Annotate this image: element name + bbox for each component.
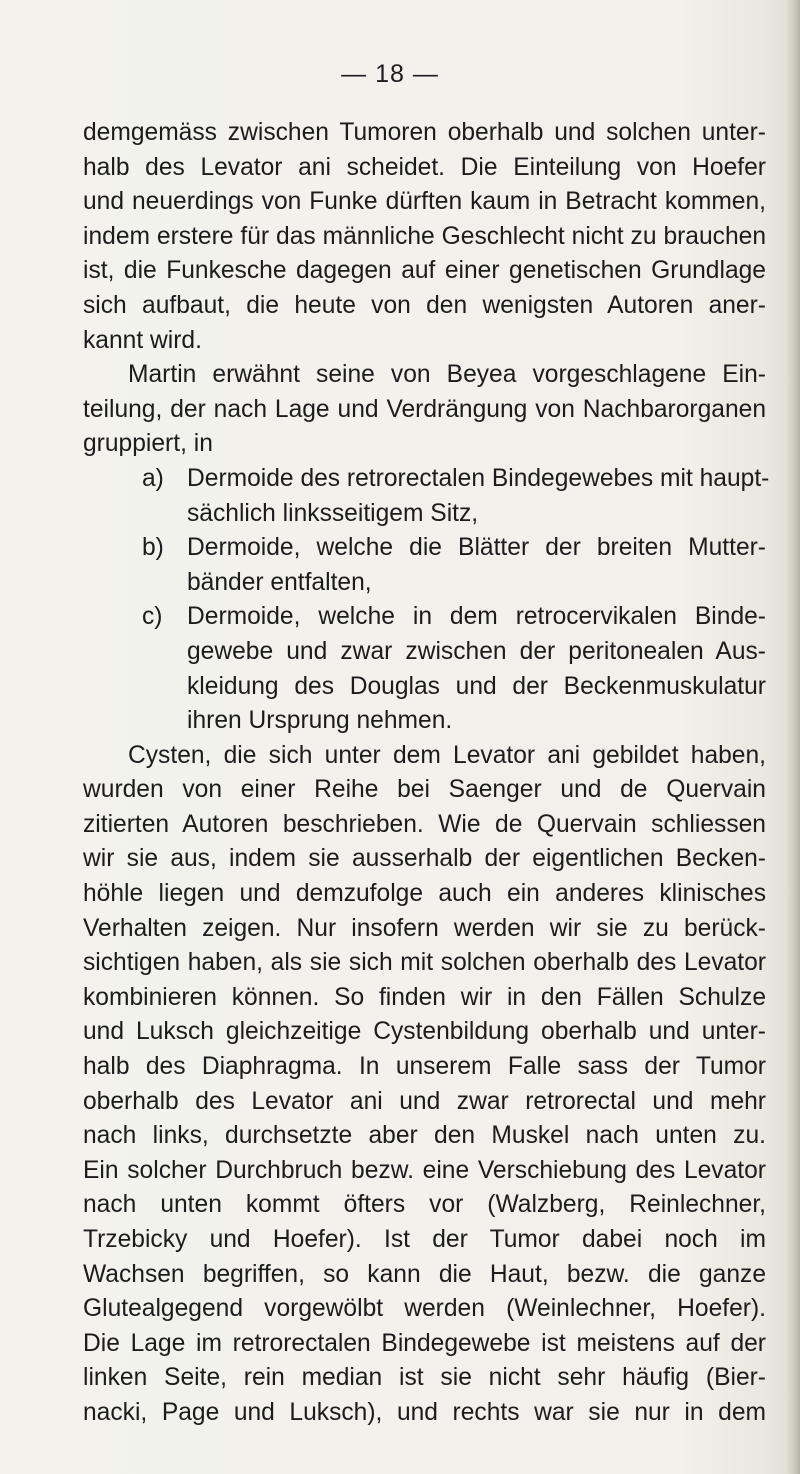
text-line: kannt wird. (83, 326, 202, 354)
list-item-b (83, 531, 766, 600)
text-line: gruppiert, in (83, 430, 213, 458)
text-line (83, 462, 770, 497)
text-line: indem erstere für das männliche Geschlecht nicht zu brauchen (83, 222, 766, 250)
list-marker: a) (142, 464, 164, 492)
list-text: Dermoide des retrorectalen Bindegewebes mit haupt- (187, 464, 770, 492)
text-line: zitierten Autoren beschrieben. Wie de Quervain schliessen (83, 810, 766, 838)
text-line: ihren Ursprung nehmen. (187, 707, 453, 735)
text-line: wir sie aus, indem sie ausserhalb der eigentlichen Becken- (83, 845, 766, 873)
list-marker: b) (142, 534, 164, 562)
text-line: kleidung des Douglas und der Beckenmuskulatur (187, 672, 766, 700)
text-line: und neuerdings von Funke dürften kaum in Betracht kommen, (83, 188, 766, 216)
paragraph-martin (83, 358, 766, 462)
text-line: sichtigen haben, als sie sich mit solchen oberhalb des Levator (83, 949, 766, 977)
list-text: Dermoide, welche die Blätter der breiten Mutter- (187, 534, 766, 562)
text-line: höhle liegen und demzufolge auch ein anderes klinisches (83, 880, 766, 908)
text-line (83, 531, 766, 566)
text-line: Wachsen begriffen, so kann die Haut, bezw. die ganze (83, 1260, 766, 1288)
text-line: Cysten, die sich unter dem Levator ani gebildet haben, (128, 741, 766, 769)
paragraph-cysten (83, 739, 766, 1431)
text-line: gewebe und zwar zwischen der peritonealen Aus- (187, 637, 766, 665)
text-line: wurden von einer Reihe bei Saenger und de Quervain (83, 776, 766, 804)
text-line: Glutealgegend vorgewölbt werden (Weinlechner, Hoefer). (83, 1295, 766, 1323)
text-line: nacki, Page und Luksch), und rechts war sie nur in dem (83, 1398, 766, 1426)
text-line: linken Seite, rein median ist sie nicht sehr häufig (Bier- (83, 1364, 766, 1392)
classification-list (83, 462, 770, 739)
list-marker: c) (142, 603, 163, 631)
text-line: ist, die Funkesche dagegen auf einer genetischen Grundlage (83, 257, 766, 285)
list-item-a (83, 462, 770, 531)
text-line: demgemäss zwischen Tumoren oberhalb und solchen unter- (83, 119, 766, 146)
text-line: Ein solcher Durchbruch bezw. eine Verschiebung des Levator (83, 1156, 766, 1184)
text-line: nach unten kommt öfters vor (Walzberg, Reinlechner, (83, 1191, 766, 1219)
text-line (83, 600, 766, 635)
page-number: — 18 — (341, 60, 439, 88)
text-line: Martin erwähnt seine von Beyea vorgeschlagene Ein- (128, 361, 766, 389)
text-line: Die Lage im retrorectalen Bindegewebe ist meistens auf der (83, 1329, 766, 1357)
text-line: nach links, durchsetzte aber den Muskel nach unten zu. (83, 1122, 766, 1150)
list-text: Dermoide, welche in dem retrocervikalen Binde- (187, 603, 766, 631)
text-line: Verhalten zeigen. Nur insofern werden wir sie zu berück- (83, 914, 766, 942)
text-line: teilung, der nach Lage und Verdrängung von Nachbarorganen (83, 395, 766, 423)
text-line: sich aufbaut, die heute von den wenigsten Autoren aner- (83, 291, 766, 319)
text-line: oberhalb des Levator ani und zwar retrorectal und mehr (83, 1087, 766, 1115)
list-item-c (83, 600, 766, 738)
text-line: kombinieren können. So finden wir in den Fällen Schulze (83, 983, 766, 1011)
text-line: Trzebicky und Hoefer). Ist der Tumor dabei noch im (83, 1226, 766, 1253)
text-line: halb des Levator ani scheidet. Die Einteilung von Hoefer (83, 153, 766, 181)
text-line: sächlich linksseitigem Sitz, (187, 499, 479, 527)
body-text (83, 116, 770, 1431)
text-line: bänder entfalten, (187, 568, 372, 596)
page-edge-shadow (786, 0, 800, 1474)
text-line: und Luksch gleichzeitige Cystenbildung oberhalb und unter- (83, 1018, 766, 1046)
paragraph-continuation (83, 116, 766, 358)
text-line: halb des Diaphragma. In unserem Falle sass der Tumor (83, 1053, 766, 1081)
